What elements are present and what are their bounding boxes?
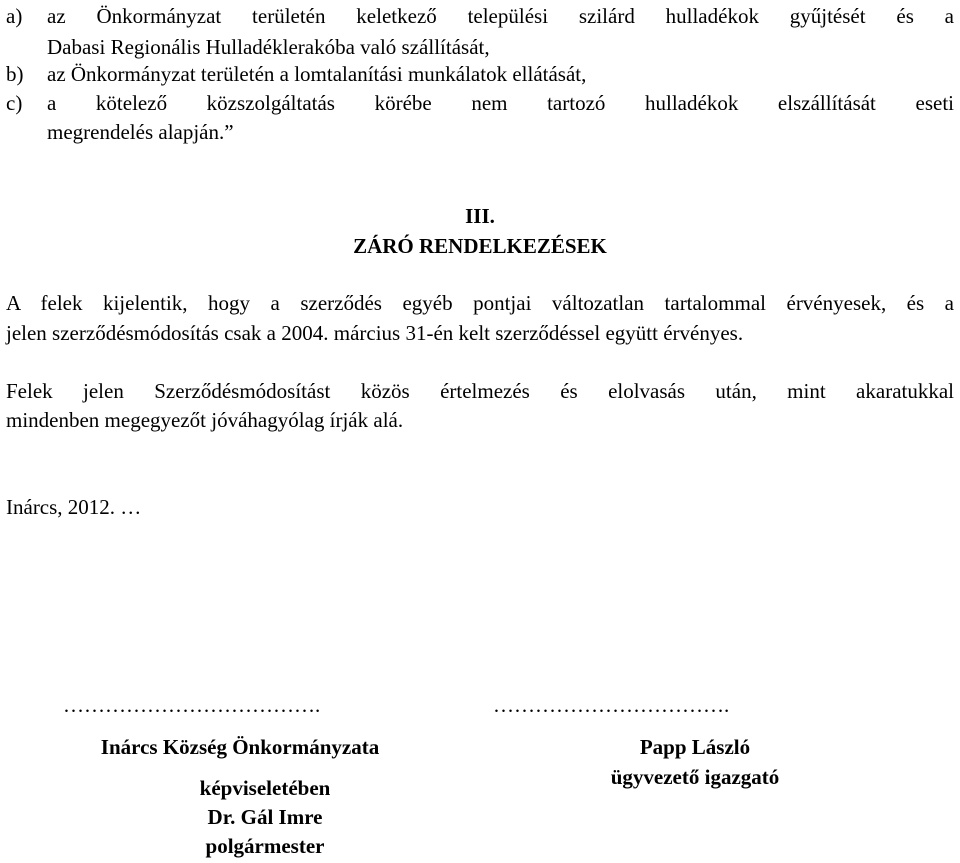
section-number: III. [465,204,495,228]
list-label-c: c) [6,91,23,115]
signer-right-name: Papp László [639,735,751,759]
signer-right-title: ügyvezető igazgató [610,765,780,789]
signer-left-organization: Inárcs Község Önkormányzata [100,735,380,759]
paragraph-1-line1: A felek kijelentik, hogy a szerződés egyéb pontjai változatlan tartalommal érvényesek, és a [6,291,954,315]
list-item-a-line2: Dabasi Regionális Hulladéklerakóba való szállítását, [47,35,490,59]
signer-left-capacity: képviseletében [199,776,331,800]
place-date: Inárcs, 2012. … [6,495,142,519]
list-item-a-line1: az Önkormányzat területén keletkező települési szilárd hulladékok gyűjtését és a [47,4,954,28]
signature-line-left: ………………………………. [63,693,321,717]
section-title: ZÁRÓ RENDELKEZÉSEK [353,234,607,258]
list-item-b-line1: az Önkormányzat területén a lomtalanítási munkálatok ellátását, [47,62,587,86]
paragraph-1-line2: jelen szerződésmódosítás csak a 2004. március 31-én kelt szerződéssel együtt érvényes. [6,321,744,345]
paragraph-2-line2: mindenben megegyezőt jóváhagyólag írják alá. [6,408,404,432]
list-label-a: a) [6,4,23,28]
signature-line-right: ……………………………. [493,693,730,717]
list-label-b: b) [6,62,24,86]
paragraph-2-line1: Felek jelen Szerződésmódosítást közös értelmezés és elolvasás után, mint akaratukkal [6,379,954,403]
list-item-c-line2: megrendelés alapján.” [47,120,234,144]
list-item-c-line1: a kötelező közszolgáltatás körébe nem tartozó hulladékok elszállítását eseti [47,91,954,115]
signer-left-person: Dr. Gál Imre [207,805,323,829]
signer-left-title: polgármester [205,834,325,858]
